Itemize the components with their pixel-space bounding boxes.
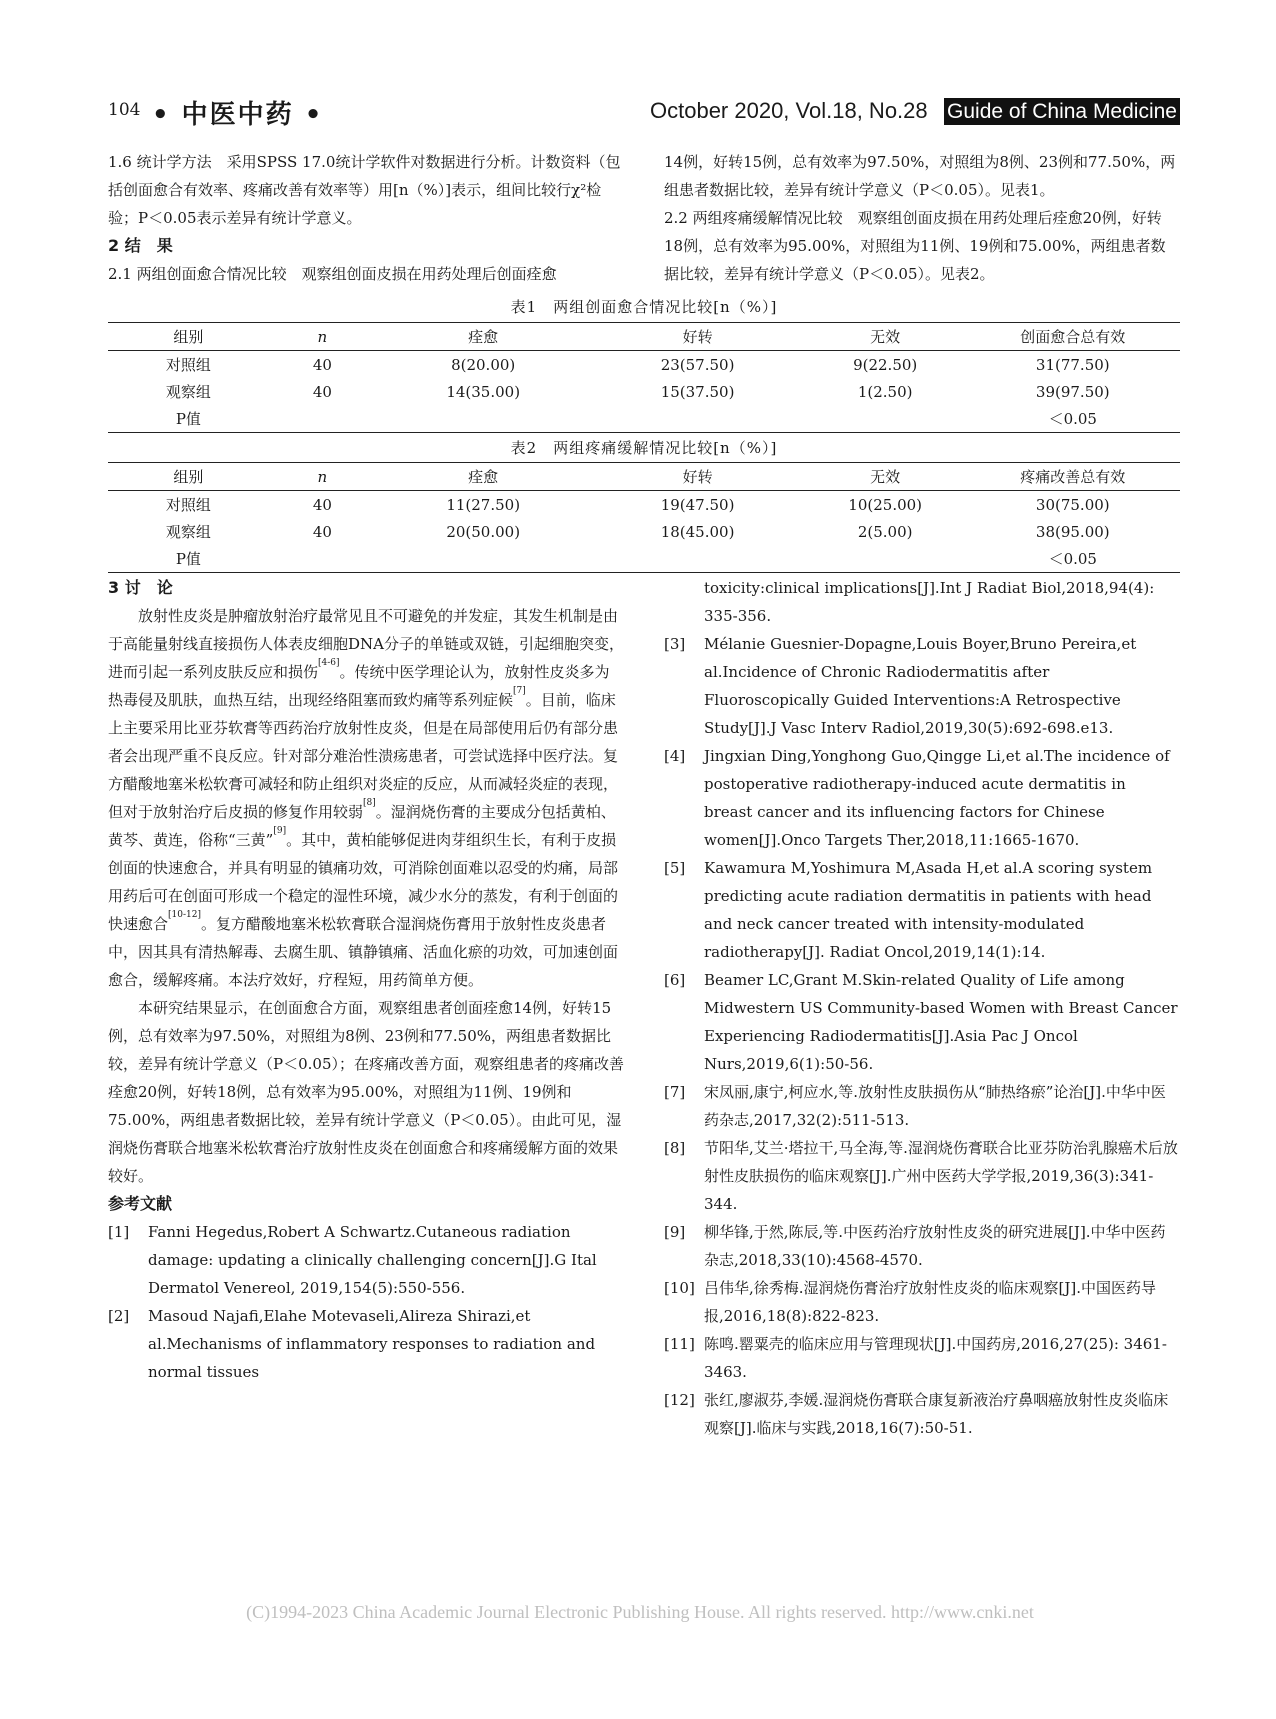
reference-item	[664, 742, 1178, 854]
reference-number: [3]	[664, 635, 686, 653]
table-cell: 15(37.50)	[660, 382, 735, 401]
table-cell	[805, 405, 966, 433]
citation: [8]	[363, 798, 376, 808]
reference-item	[664, 630, 1178, 742]
right-top-column	[664, 148, 1178, 288]
reference-item	[664, 966, 1178, 1078]
reference-text: 节阳华,艾兰·塔拉干,马全海,等.湿润烧伤膏联合比亚芬防治乳腺癌术后放射性皮肤损伤的临床观察[J].广州中医药大学学报,2019,36(3):341-344.	[704, 1139, 1178, 1213]
reference-item	[108, 1302, 624, 1386]
results-2-1-continued: 14例，好转15例，总有效率为97.50%，对照组为8例、23例和77.50%，两组患者数据比较，差异有统计学意义（P＜0.05）。见表1。	[664, 153, 1176, 199]
table-cell	[376, 545, 590, 573]
discussion-column	[108, 574, 624, 1386]
references-left	[108, 1218, 624, 1386]
reference-number: [6]	[664, 971, 686, 989]
reference-item	[664, 1078, 1178, 1134]
reference-text: Jingxian Ding,Yonghong Guo,Qingge Li,et al.The incidence of postoperative radiotherapy-induced acute dermatitis in breast cancer and its influencing factors for Chinese women[J].Onco Targets Ther,2018,11:1665-1670.	[704, 747, 1170, 849]
reference-number: [12]	[664, 1391, 695, 1409]
table-cell: 2(5.00)	[857, 522, 913, 541]
table-cell	[590, 545, 804, 573]
table-header-cell: n	[269, 463, 376, 491]
table-header-cell: 疼痛改善总有效	[966, 463, 1180, 491]
table-cell: 19(47.50)	[660, 495, 735, 514]
page-number: 104	[108, 100, 141, 120]
table1-caption: 表1 两组创面愈合情况比较[n（%）]	[510, 298, 778, 316]
reference-text: 吕伟华,徐秀梅.湿润烧伤膏治疗放射性皮炎的临床观察[J].中国医药导报,2016,18(8):822-823.	[704, 1279, 1157, 1325]
table-cell: 30(75.00)	[1035, 495, 1110, 514]
table-cell	[590, 405, 804, 433]
table-header-cell: 组别	[108, 323, 269, 351]
table-cell: 对照组	[165, 356, 211, 374]
discussion-paragraph-2: 本研究结果显示，在创面愈合方面，观察组患者创面痊愈14例，好转15例，总有效率为97.50%，对照组为8例、23例和77.50%，两组患者数据比较，差异有统计学意义（P＜0.05）；在疼痛改善方面，观察组患者的疼痛改善痊愈20例，好转18例，总有效率为95.00%，对照组为11例、19例和75.00%，两组患者数据比较，差异有统计学意义（P＜0.05）。由此可见，湿润烧伤膏联合地塞米松软膏治疗放射性皮炎在创面愈合和疼痛缓解方面的效果较好。	[108, 999, 624, 1185]
stats-method-paragraph: 1.6 统计学方法 采用SPSS 17.0统计学软件对数据进行分析。计数资料（包括创面愈合有效率、疼痛改善有效率等）用[n（%）]表示，组间比较行χ²检验；P＜0.05表示差异有统计学意义。	[108, 153, 621, 227]
table-header-cell: 好转	[590, 463, 804, 491]
references-right-column	[664, 574, 1178, 1442]
reference-item: toxicity:clinical implications[J].Int J Radiat Biol,2018,94(4): 335-356.	[704, 579, 1155, 625]
table-cell: 40	[312, 355, 332, 374]
results-2-2-paragraph: 2.2 两组疼痛缓解情况比较 观察组创面皮损在用药处理后痊愈20例，好转18例，总有效率为95.00%，对照组为11例、19例和75.00%，两组患者数据比较，差异有统计学意义（P＜0.05）。见表2。	[664, 209, 1166, 283]
reference-text: Masoud Najafi,Elahe Motevaseli,Alireza Shirazi,et al.Mechanisms of inflammatory responses to radiation and normal tissues	[148, 1307, 596, 1381]
reference-number: [2]	[108, 1307, 130, 1325]
table-row	[108, 351, 1180, 379]
reference-number: [5]	[664, 859, 686, 877]
table-cell: ＜0.05	[966, 405, 1180, 433]
reference-item	[664, 854, 1178, 966]
table-row	[108, 405, 1180, 433]
table-cell	[805, 545, 966, 573]
table-header-cell: 创面愈合总有效	[966, 323, 1180, 351]
table-header-cell: 好转	[590, 323, 804, 351]
reference-number: [7]	[664, 1083, 686, 1101]
journal-brand: Guide of China Medicine	[944, 98, 1180, 125]
citation: [4-6]	[318, 658, 340, 668]
reference-number: [8]	[664, 1139, 686, 1157]
table-cell: 31(77.50)	[1035, 355, 1110, 374]
table2-caption: 表2 两组疼痛缓解情况比较[n（%）]	[510, 439, 778, 457]
table-cell: 40	[312, 522, 332, 541]
left-top-column	[108, 148, 624, 288]
table-cell: 10(25.00)	[848, 495, 923, 514]
reference-text: 陈鸣.罂粟壳的临床应用与管理现状[J].中国药房,2016,27(25): 3461-3463.	[704, 1335, 1167, 1381]
table-cell: 40	[312, 495, 332, 514]
table-row	[108, 491, 1180, 519]
table-header-cell: 痊愈	[376, 323, 590, 351]
table-cell: 观察组	[165, 523, 211, 541]
table-cell: ＜0.05	[966, 545, 1180, 573]
reference-text: Kawamura M,Yoshimura M,Asada H,et al.A scoring system predicting acute radiation dermatitis in patients with head and neck cancer treated with intensity-modulated radiotherapy[J]. Radiat Oncol,2019,14(1):14.	[704, 859, 1153, 961]
reference-item	[664, 1386, 1178, 1442]
reference-text: 柳华锋,于然,陈辰,等.中医药治疗放射性皮炎的研究进展[J].中华中医药杂志,2018,33(10):4568-4570.	[704, 1223, 1166, 1269]
table1	[108, 322, 1180, 433]
table-cell: 观察组	[165, 383, 211, 401]
table-row	[108, 518, 1180, 545]
table-cell: P值	[108, 545, 269, 573]
reference-item	[664, 1134, 1178, 1218]
reference-item	[108, 1218, 624, 1302]
reference-item	[664, 1218, 1178, 1274]
reference-text: Mélanie Guesnier-Dopagne,Louis Boyer,Bruno Pereira,et al.Incidence of Chronic Radiodermatitis after Fluoroscopically Guided Interventions:A Retrospective Study[J].J Vasc Interv Radiol,2019,30(5):692-698.e13.	[704, 635, 1137, 737]
issue-info: October 2020, Vol.18, No.28	[650, 98, 928, 123]
reference-text: 张红,廖淑芬,李媛.湿润烧伤膏联合康复新液治疗鼻咽癌放射性皮炎临床观察[J].临床与实践,2018,16(7):50-51.	[704, 1391, 1169, 1437]
table2	[108, 462, 1180, 573]
table-row	[108, 378, 1180, 405]
table-cell: 对照组	[165, 496, 211, 514]
citation: [10-12]	[168, 910, 201, 920]
table-row	[108, 545, 1180, 573]
table-cell: 11(27.50)	[446, 495, 521, 514]
copyright-footer: (C)1994-2023 China Academic Journal Electronic Publishing House. All rights reserved. http://www.cnki.net	[246, 1602, 1034, 1622]
citation: [7]	[513, 686, 526, 696]
table-cell: 40	[312, 382, 332, 401]
reference-number: [9]	[664, 1223, 686, 1241]
reference-text: 宋凤丽,康宁,柯应水,等.放射性皮肤损伤从“肺热络瘀”论治[J].中华中医药杂志,2017,32(2):511-513.	[704, 1083, 1166, 1129]
reference-text: Beamer LC,Grant M.Skin-related Quality of Life among Midwestern US Community-based Women with Breast Cancer Experiencing Radiodermatitis[J].Asia Pac J Oncol Nurs,2019,6(1):50-56.	[704, 971, 1178, 1073]
discussion-heading: 3 讨 论	[108, 578, 173, 597]
references-heading: 参考文献	[108, 1194, 173, 1213]
journal-section-title: • 中医中药 •	[152, 100, 324, 130]
table-header-cell: 无效	[805, 323, 966, 351]
references-right	[664, 630, 1178, 1442]
reference-number: [1]	[108, 1223, 130, 1241]
table-cell: 38(95.00)	[1035, 522, 1110, 541]
table-cell: 39(97.50)	[1035, 382, 1110, 401]
table-cell: 9(22.50)	[853, 355, 918, 374]
citation: [9]	[273, 826, 287, 836]
table-header-cell: 无效	[805, 463, 966, 491]
table-cell	[376, 405, 590, 433]
discussion-paragraph-1: 放射性皮炎是肿瘤放射治疗最常见且不可避免的并发症，其发生机制是由于高能量射线直接损伤人体表皮细胞DNA分子的单链或双链，引起细胞突变，进而引起一系列皮肤反应和损伤[4-6]。传统中医学理论认为，放射性皮炎多为热毒侵及肌肤，血热互结，出现经络阻塞而致灼痛等系列症候[7]。目前，临床上主要采用比亚芬软膏等西药治疗放射性皮炎，但是在局部使用后仍有部分患者会出现严重不良反应。针对部分难治性溃疡患者，可尝试选择中医疗法。复方醋酸地塞米松软膏可减轻和防止组织对炎症的反应，从而减轻炎症的表现，但对于放射治疗后皮损的修复作用较弱[8]。湿润烧伤膏的主要成分包括黄柏、黄芩、黄连，俗称“三黄”[9]。其中，黄柏能够促进肉芽组织生长，有利于皮损创面的快速愈合，并具有明显的镇痛功效，可消除创面难以忍受的灼痛，局部用药后可在创面可形成一个稳定的湿性环境，减少水分的蒸发，有利于创面的快速愈合[10-12]。复方醋酸地塞米松软膏联合湿润烧伤膏用于放射性皮炎患者中，因其具有清热解毒、去腐生肌、镇静镇痛、活血化瘀的功效，可加速创面愈合，缓解疼痛。本法疗效好，疗程短，用药简单方便。	[108, 607, 624, 989]
table-cell: 1(2.50)	[857, 382, 913, 401]
reference-text: Fanni Hegedus,Robert A Schwartz.Cutaneous radiation damage: updating a clinically challenging concern[J].G Ital Dermatol Venereol, 2019,154(5):550-556.	[148, 1223, 597, 1297]
results-2-1-paragraph: 2.1 两组创面愈合情况比较 观察组创面皮损在用药处理后创面痊愈	[108, 265, 557, 283]
table-cell	[269, 545, 376, 573]
reference-number: [11]	[664, 1335, 695, 1353]
table-cell: 14(35.00)	[446, 382, 521, 401]
table-cell: 20(50.00)	[446, 522, 521, 541]
table-cell: 18(45.00)	[660, 522, 735, 541]
reference-number: [4]	[664, 747, 686, 765]
reference-item	[664, 1330, 1178, 1386]
results-heading: 2 结 果	[108, 236, 173, 255]
table-cell	[269, 405, 376, 433]
table-header-cell: n	[269, 323, 376, 351]
reference-item	[664, 1274, 1178, 1330]
table-cell: P值	[108, 405, 269, 433]
table-cell: 8(20.00)	[451, 355, 516, 374]
table-header-cell: 痊愈	[376, 463, 590, 491]
table-header-cell: 组别	[108, 463, 269, 491]
table-cell: 23(57.50)	[660, 355, 735, 374]
reference-number: [10]	[664, 1279, 695, 1297]
